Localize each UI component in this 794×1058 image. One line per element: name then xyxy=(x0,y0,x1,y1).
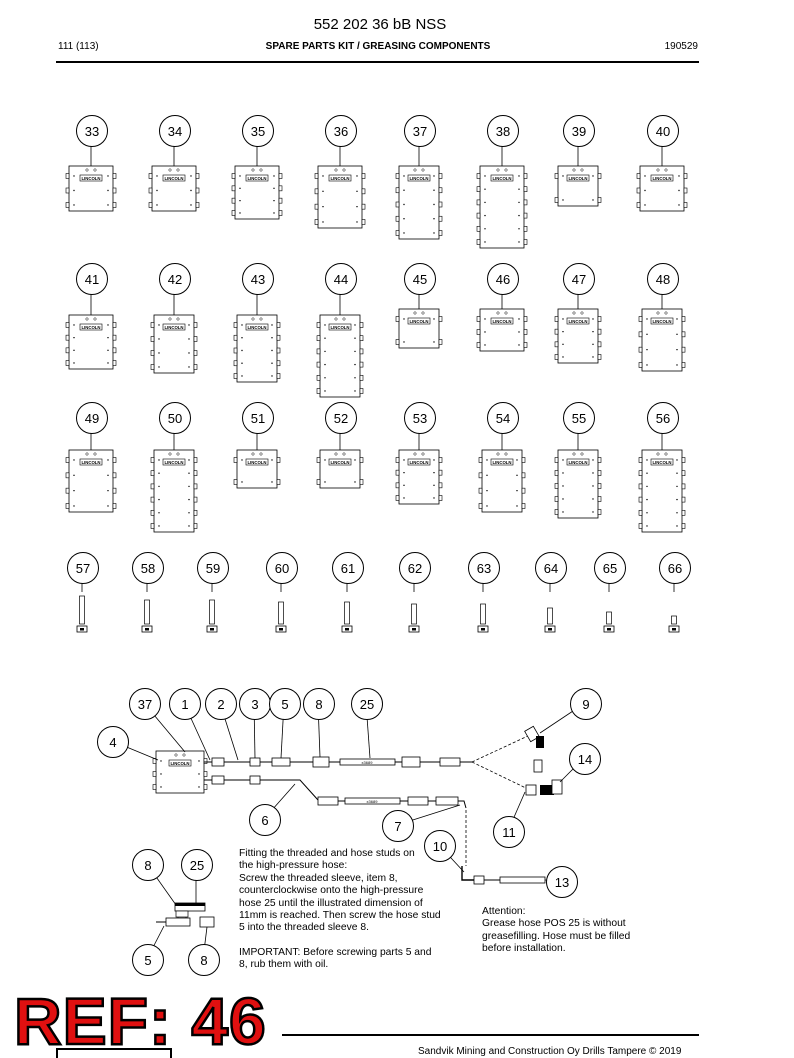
assembly-distributor-block xyxy=(153,751,207,793)
detail-threaded-sleeve xyxy=(200,917,214,927)
instruction-line: 5 into the threaded sleeve 8. xyxy=(239,922,369,934)
grease-nipple-57 xyxy=(77,596,87,632)
section-title: SPARE PARTS KIT / GREASING COMPONENTS xyxy=(265,41,491,52)
assembly-balloon-6: 6 xyxy=(249,804,281,836)
item-balloon-61: 61 xyxy=(332,552,364,584)
fitting-part xyxy=(272,758,290,766)
svg-text:LINCOLN: LINCOLN xyxy=(652,319,672,325)
item-balloon-42: 42 xyxy=(159,263,191,295)
assembly-balloon-9: 9 xyxy=(570,688,602,720)
assembly-balloon-1: 1 xyxy=(169,688,201,720)
svg-text:LINCOLN: LINCOLN xyxy=(568,460,588,466)
footer-copyright: Sandvik Mining and Construction Oy Drills Tampere © 2019 xyxy=(418,1046,682,1057)
svg-text:LINCOLN: LINCOLN xyxy=(409,319,429,325)
detail-balloon-8: 8 xyxy=(188,944,220,976)
fitting-instructions xyxy=(239,848,449,972)
attention-line: before installation. xyxy=(482,943,566,955)
item-balloon-40: 40 xyxy=(647,115,679,147)
svg-text:LINCOLN: LINCOLN xyxy=(409,460,429,466)
assembly-balloon-10: 10 xyxy=(424,830,456,862)
item-balloon-44: 44 xyxy=(325,263,357,295)
important-line: IMPORTANT: Before screwing parts 5 and xyxy=(239,946,432,958)
item-balloon-60: 60 xyxy=(266,552,298,584)
svg-text:x3689: x3689 xyxy=(366,799,378,804)
distributor-block-51 xyxy=(234,450,280,488)
svg-text:LINCOLN: LINCOLN xyxy=(170,761,190,767)
instruction-line: hose 25 until the illustrated dimension of xyxy=(239,897,423,909)
item-balloon-41: 41 xyxy=(76,263,108,295)
item-balloon-45: 45 xyxy=(404,263,436,295)
item-balloon-55: 55 xyxy=(563,402,595,434)
document-title: 552 202 36 bB NSS xyxy=(313,16,447,33)
item-balloon-33: 33 xyxy=(76,115,108,147)
attention-note xyxy=(482,906,652,956)
svg-text:LINCOLN: LINCOLN xyxy=(568,319,588,325)
page-number: 111 (113) xyxy=(58,41,99,52)
distributor-block-38 xyxy=(477,166,527,248)
instruction-line: the high-pressure hose: xyxy=(239,860,348,872)
instruction-line: 11mm is reached. Then screw the hose stud xyxy=(239,910,441,922)
hose-label: x3689 xyxy=(361,760,373,765)
distributor-block-33 xyxy=(66,166,116,211)
grease-nipple-64 xyxy=(545,608,555,632)
footer-rule xyxy=(282,1034,699,1036)
svg-text:LINCOLN: LINCOLN xyxy=(247,176,267,182)
distributor-block-44 xyxy=(317,315,363,397)
distributor-block-49 xyxy=(66,450,116,512)
distributor-block-56 xyxy=(639,450,685,532)
distributor-block-39 xyxy=(555,166,601,206)
distributor-block-34 xyxy=(149,166,199,211)
item-balloon-53: 53 xyxy=(404,402,436,434)
grease-nipple-59 xyxy=(207,600,217,632)
grease-nipple-61 xyxy=(342,602,352,632)
distributor-block-48 xyxy=(639,309,685,371)
svg-text:LINCOLN: LINCOLN xyxy=(330,460,350,466)
distributor-block-43 xyxy=(234,315,280,382)
assembly-balloon-37: 37 xyxy=(129,688,161,720)
svg-text:LINCOLN: LINCOLN xyxy=(652,460,672,466)
detail-balloon-5: 5 xyxy=(132,944,164,976)
company-logo xyxy=(56,1048,172,1058)
item-balloon-37: 37 xyxy=(404,115,436,147)
item-balloon-38: 38 xyxy=(487,115,519,147)
assembly-balloon-25: 25 xyxy=(351,688,383,720)
assembly-balloon-2: 2 xyxy=(205,688,237,720)
item-balloon-51: 51 xyxy=(242,402,274,434)
item-balloon-47: 47 xyxy=(563,263,595,295)
attention-line: Attention: xyxy=(482,906,526,917)
svg-text:LINCOLN: LINCOLN xyxy=(81,460,101,466)
item-balloon-57: 57 xyxy=(67,552,99,584)
assembly-balloon-4: 4 xyxy=(97,726,129,758)
item-balloon-43: 43 xyxy=(242,263,274,295)
svg-text:LINCOLN: LINCOLN xyxy=(652,176,672,182)
fitting-part xyxy=(313,757,329,767)
grease-nipple-66 xyxy=(669,616,679,632)
important-line: 8, rub them with oil. xyxy=(239,959,329,971)
distributor-block-37 xyxy=(396,166,442,239)
item-balloon-65: 65 xyxy=(594,552,626,584)
distributor-block-55 xyxy=(555,450,601,518)
item-balloon-64: 64 xyxy=(535,552,567,584)
item-balloon-49: 49 xyxy=(76,402,108,434)
document-date: 190529 xyxy=(664,41,698,52)
svg-text:LINCOLN: LINCOLN xyxy=(492,460,512,466)
item-balloon-39: 39 xyxy=(563,115,595,147)
distributor-block-45 xyxy=(396,309,442,348)
fitting-part xyxy=(250,758,260,766)
reference-stamp: REF: 46 xyxy=(14,984,267,1058)
grease-nipple-62 xyxy=(409,604,419,632)
item-balloon-34: 34 xyxy=(159,115,191,147)
distributor-block-50 xyxy=(151,450,197,532)
distributor-block-47 xyxy=(555,309,601,363)
item-balloon-35: 35 xyxy=(242,115,274,147)
distributor-block-52 xyxy=(317,450,363,488)
distributor-block-35 xyxy=(232,166,282,219)
detail-balloon-8: 8 xyxy=(132,849,164,881)
svg-text:LINCOLN: LINCOLN xyxy=(247,460,267,466)
svg-text:LINCOLN: LINCOLN xyxy=(330,325,350,331)
distributor-block-53 xyxy=(396,450,442,504)
fitting-part xyxy=(212,758,224,766)
fitting-part xyxy=(402,757,420,767)
svg-text:LINCOLN: LINCOLN xyxy=(247,325,267,331)
svg-text:LINCOLN: LINCOLN xyxy=(81,325,101,331)
attention-line: Grease hose POS 25 is without xyxy=(482,918,626,930)
instruction-line: counterclockwise onto the high-pressure xyxy=(239,885,424,897)
svg-text:LINCOLN: LINCOLN xyxy=(164,460,184,466)
assembly-balloon-11: 11 xyxy=(493,816,525,848)
svg-text:LINCOLN: LINCOLN xyxy=(492,319,512,325)
item-balloon-46: 46 xyxy=(487,263,519,295)
svg-text:LINCOLN: LINCOLN xyxy=(164,176,184,182)
svg-text:LINCOLN: LINCOLN xyxy=(492,176,512,182)
svg-text:LINCOLN: LINCOLN xyxy=(81,176,101,182)
grease-nipple-63 xyxy=(478,604,488,632)
item-balloon-63: 63 xyxy=(468,552,500,584)
assembly-balloon-5: 5 xyxy=(269,688,301,720)
instruction-line: Fitting the threaded and hose studs on xyxy=(239,848,415,859)
item-balloon-52: 52 xyxy=(325,402,357,434)
grease-nipple-65 xyxy=(604,612,614,632)
distributor-block-54 xyxy=(479,450,525,512)
item-balloon-62: 62 xyxy=(399,552,431,584)
svg-text:LINCOLN: LINCOLN xyxy=(330,176,350,182)
item-balloon-48: 48 xyxy=(647,263,679,295)
attention-line: greasefilling. Hose must be filled xyxy=(482,930,631,942)
assembly-balloon-3: 3 xyxy=(239,688,271,720)
item-balloon-66: 66 xyxy=(659,552,691,584)
fitting-part xyxy=(440,758,460,766)
assembly-balloon-13: 13 xyxy=(546,866,578,898)
svg-text:LINCOLN: LINCOLN xyxy=(409,176,429,182)
distributor-block-41 xyxy=(66,315,116,369)
item-balloon-36: 36 xyxy=(325,115,357,147)
svg-text:LINCOLN: LINCOLN xyxy=(568,176,588,182)
assembly-balloon-8: 8 xyxy=(303,688,335,720)
distributor-block-36 xyxy=(315,166,365,228)
assembly-balloon-14: 14 xyxy=(569,743,601,775)
distributor-block-40 xyxy=(637,166,687,211)
grease-nipple-58 xyxy=(142,600,152,632)
grease-nipple-60 xyxy=(276,602,286,632)
svg-text:LINCOLN: LINCOLN xyxy=(164,325,184,331)
item-balloon-50: 50 xyxy=(159,402,191,434)
item-balloon-56: 56 xyxy=(647,402,679,434)
detail-hose-stud xyxy=(166,918,190,926)
distributor-block-42 xyxy=(151,315,197,373)
item-balloon-59: 59 xyxy=(197,552,229,584)
item-balloon-54: 54 xyxy=(487,402,519,434)
item-balloon-58: 58 xyxy=(132,552,164,584)
instruction-line: Screw the threaded sleeve, item 8, xyxy=(239,872,398,884)
distributor-block-46 xyxy=(477,309,527,351)
detail-balloon-25: 25 xyxy=(181,849,213,881)
assembly-balloon-7: 7 xyxy=(382,810,414,842)
